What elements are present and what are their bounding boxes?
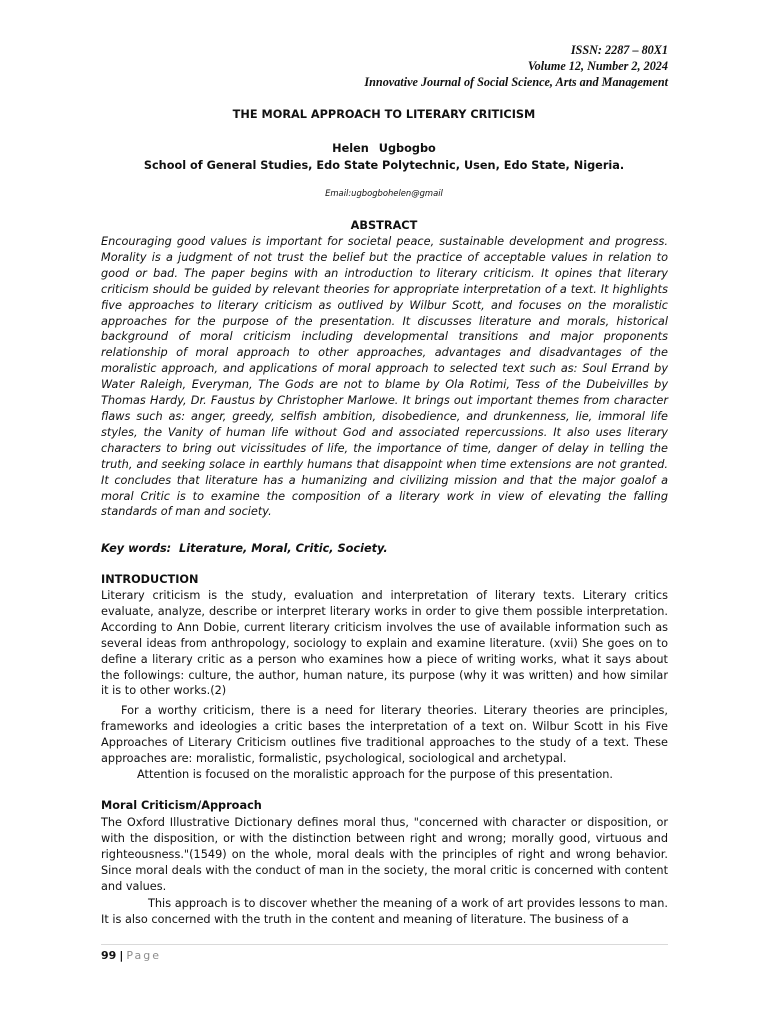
footer-divider bbox=[101, 944, 668, 945]
author-block bbox=[0, 140, 768, 174]
introduction-paragraph-3: Attention is focused on the moralistic approach for the purpose of this presentation. bbox=[137, 768, 613, 781]
page-separator: | bbox=[119, 949, 124, 962]
page-number: 99 bbox=[101, 949, 117, 962]
moral-paragraph-1: The Oxford Illustrative Dictionary defines moral thus, "concerned with character or disposition, or with the disposition, or with the distinction between right and wrong; morally good, virtuous and righteousness."(1549) on the whole, moral deals with the principles of right and wrong behavior. Since moral deals with the conduct of man in the society, the moral critic is concerned with content and values. bbox=[101, 816, 668, 893]
keywords: Key words: Literature, Moral, Critic, Society. bbox=[101, 542, 388, 555]
abstract-heading: ABSTRACT bbox=[350, 219, 418, 232]
author-affiliation: School of General Studies, Edo State Polytechnic, Usen, Edo State, Nigeria. bbox=[143, 159, 625, 172]
moral-criticism-heading: Moral Criticism/Approach bbox=[101, 799, 262, 812]
journal-header bbox=[364, 42, 668, 90]
author-email: Email:ugbogbohelen@gmail bbox=[325, 188, 443, 198]
paper-title: THE MORAL APPROACH TO LITERARY CRITICISM bbox=[232, 108, 536, 121]
page-label: Page bbox=[126, 949, 161, 962]
author-name: Helen Ugbogbo bbox=[332, 142, 436, 155]
introduction-paragraph-2: For a worthy criticism, there is a need for literary theories. Literary theories are principles, frameworks and ideologies a critic bases the interpretation of a text on. Wilbur Scott in his Five Approaches of Literary Criticism outlines five traditional approaches to the study of a text. These approaches are: moralistic, formalistic, psychological, sociological and archetypal. bbox=[101, 704, 668, 765]
moral-paragraph-2: This approach is to discover whether the meaning of a work of art provides lessons to man. It is also concerned with the truth in the content and meaning of literature. The business of a bbox=[101, 897, 668, 926]
introduction-paragraph-1: Literary criticism is the study, evaluation and interpretation of literary texts. Literary critics evaluate, analyze, describe or interpret literary works in order to give them possible interpretation. According to Ann Dobie, current literary criticism involves the use of available information such as several ideas from anthropology, sociology to explain and examine literature. (xvii) She goes on to define a literary critic as a person who examines how a piece of writing works, what it says about the followings: culture, the author, human nature, its purpose (why it was written) and how similar it is to other works.(2) bbox=[101, 589, 668, 698]
journal-name: Innovative Journal of Social Science, Arts and Management bbox=[364, 75, 668, 89]
introduction-heading: INTRODUCTION bbox=[101, 573, 199, 586]
abstract-text: Encouraging good values is important for societal peace, sustainable development and progress. Morality is a judgment of not trust the belief but the practice of acceptable values in relation to good or bad. The paper begins with an introduction to literary criticism. It opines that literary criticism should be guided by relevant theories for appropriate interpretation of a text. It highlights five approaches to literary criticism as outlived by Wilbur Scott, and focuses on the moralistic approaches for the purpose of the presentation. It discusses literature and morals, historical background of moral criticism including developmental transitions and major proponents relationship of moral approach to other approaches, advantages and disadvantages of the moralistic approach, and applications of moral approach to selected text such as: Soul Errand by Water Raleigh, Everyman, The Gods are not to blame by Ola Rotimi, Tess of the Dubeivilles by Thomas Hardy, Dr. Faustus by Christopher Marlowe. It brings out important themes from character flaws such as: anger, greedy, selfish ambition, disobedience, and drunkenness, lie, immoral life styles, the Vanity of human life without God and associated repercussions. It also uses literary characters to bring out vicissitudes of life, the importance of time, danger of delay in telling the truth, and seeking solace in earthly humans that disappoint when time extensions are not granted. It concludes that literature has a humanizing and civilizing mission and that the major goalof a moral Critic is to examine the composition of a literary work in view of elevating the falling standards of man and society. bbox=[101, 235, 668, 519]
volume-line: Volume 12, Number 2, 2024 bbox=[527, 59, 668, 73]
issn-line: ISSN: 2287 – 80X1 bbox=[570, 43, 668, 57]
page-footer bbox=[101, 949, 161, 962]
